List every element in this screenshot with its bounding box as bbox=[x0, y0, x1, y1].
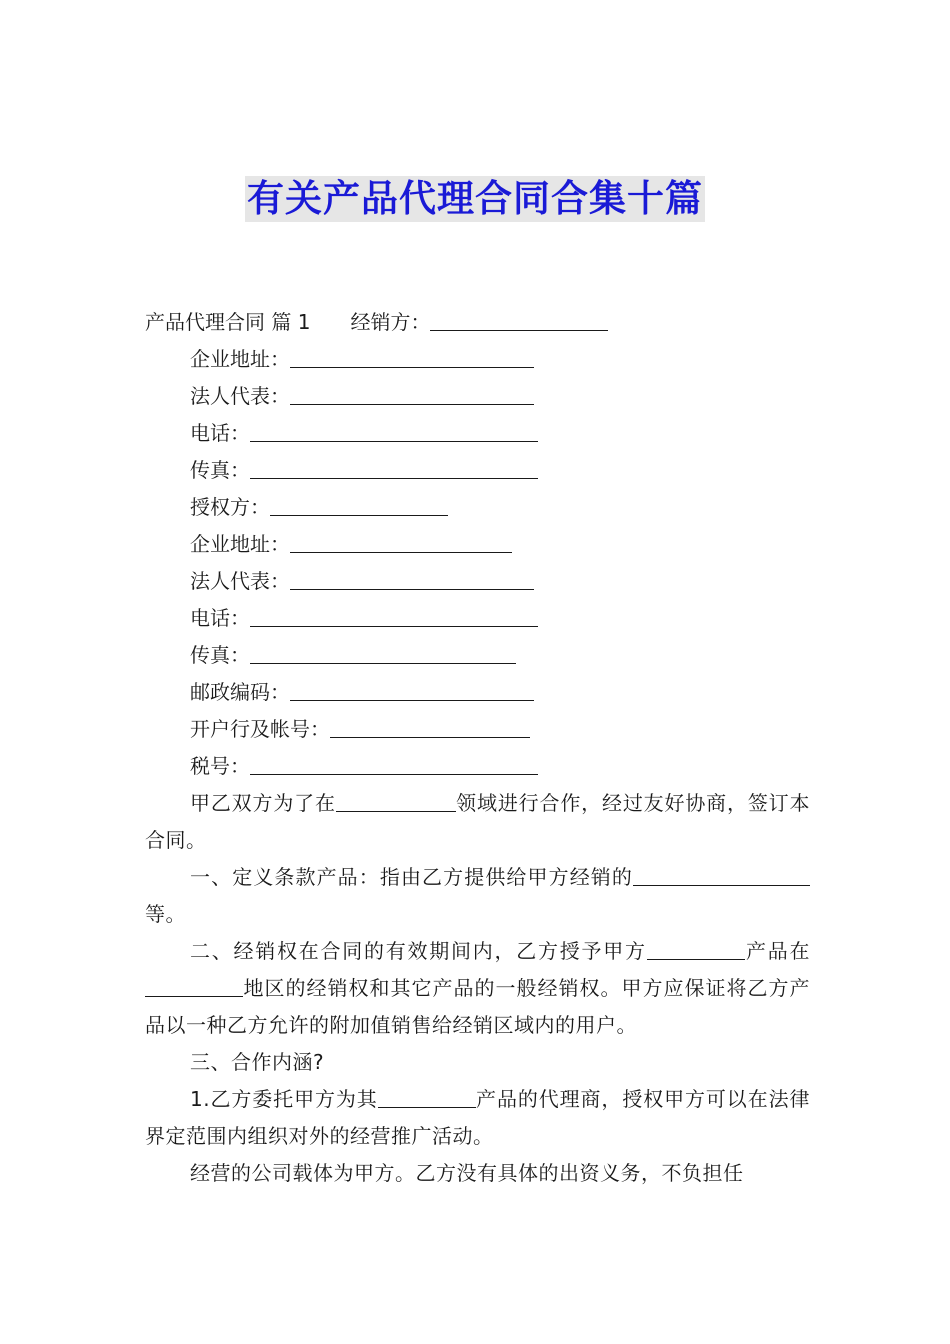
field-label: 电话： bbox=[190, 606, 250, 630]
form-field-row bbox=[145, 674, 810, 711]
field-label: 传真： bbox=[190, 458, 250, 482]
title-container bbox=[0, 176, 950, 222]
blank-line bbox=[250, 752, 538, 775]
field-label: 邮政编码： bbox=[190, 680, 290, 704]
paragraph-text: 三、合作内涵? bbox=[190, 1050, 325, 1074]
paragraph-text: 等。 bbox=[145, 902, 186, 926]
blank-line bbox=[250, 456, 538, 479]
field-label: 法人代表： bbox=[190, 569, 290, 593]
paragraph-3 bbox=[145, 933, 810, 1044]
form-field-row bbox=[145, 378, 810, 415]
paragraph-text: 经营的公司载体为甲方。乙方没有具体的出资义务，不负担任 bbox=[190, 1161, 744, 1185]
header-line bbox=[145, 304, 810, 341]
form-field-row bbox=[145, 341, 810, 378]
document-title: 有关产品代理合同合集十篇 bbox=[247, 177, 703, 220]
form-field-row bbox=[145, 452, 810, 489]
blank-line bbox=[290, 678, 534, 701]
blank-line bbox=[290, 567, 534, 590]
blank-line bbox=[336, 789, 456, 812]
paragraph-text: 一、定义条款产品：指由乙方提供给甲方经销的 bbox=[190, 865, 633, 889]
paragraph-1 bbox=[145, 785, 810, 859]
form-field-row bbox=[145, 526, 810, 563]
blank-line bbox=[290, 345, 534, 368]
blank-line bbox=[290, 530, 512, 553]
paragraph-text: 地区的经销权和其它产品的一般经销权。甲方应保证将乙方产品以一种乙方允许的附加值销售给经销区域内的用户。 bbox=[145, 976, 810, 1037]
form-field-row bbox=[145, 563, 810, 600]
paragraph-2 bbox=[145, 859, 810, 933]
field-label: 税号： bbox=[190, 754, 250, 778]
paragraph-text: 领域进行合作，经过友好协商，签订本合同。 bbox=[145, 791, 811, 852]
blank-line bbox=[378, 1085, 476, 1108]
paragraph-5 bbox=[145, 1081, 810, 1155]
field-label: 电话： bbox=[190, 421, 250, 445]
blank-line bbox=[290, 382, 534, 405]
blank-line bbox=[647, 937, 745, 960]
blank-line bbox=[633, 863, 778, 886]
form-field-row bbox=[145, 711, 810, 748]
field-label: 企业地址： bbox=[190, 532, 290, 556]
paragraph-text: 产品在 bbox=[744, 939, 810, 963]
form-field-row bbox=[145, 748, 810, 785]
blank-line bbox=[430, 308, 608, 331]
blank-line bbox=[145, 974, 243, 997]
section-heading: 产品代理合同 篇 1 bbox=[145, 310, 311, 334]
blank-line bbox=[270, 493, 448, 516]
paragraph-text: 二、经销权在合同的有效期间内，乙方授予甲方 bbox=[190, 939, 647, 963]
paragraph-4 bbox=[145, 1044, 810, 1081]
form-field-row bbox=[145, 600, 810, 637]
blank-line bbox=[250, 419, 538, 442]
field-label: 企业地址： bbox=[190, 347, 290, 371]
paragraph-6 bbox=[145, 1155, 810, 1192]
document-body bbox=[145, 304, 810, 1192]
blank-line bbox=[778, 863, 810, 886]
blank-line bbox=[330, 715, 530, 738]
blank-line bbox=[250, 641, 516, 664]
blank-line bbox=[250, 604, 538, 627]
paragraph-text: 甲乙双方为了在 bbox=[190, 791, 336, 815]
party-label-distributor: 经销方： bbox=[350, 310, 431, 334]
paragraph-text: 产品的代理商，授权甲方可以在法律界定范围内组织对外的经营推广活动。 bbox=[145, 1087, 810, 1148]
form-field-row bbox=[145, 415, 810, 452]
paragraph-text: 1.乙方委托甲方为其 bbox=[190, 1087, 378, 1111]
field-label: 授权方： bbox=[190, 495, 270, 519]
field-label: 开户行及帐号： bbox=[190, 717, 330, 741]
field-label: 传真： bbox=[190, 643, 250, 667]
form-field-row bbox=[145, 637, 810, 674]
form-field-row bbox=[145, 489, 810, 526]
field-list bbox=[145, 341, 810, 785]
field-label: 法人代表： bbox=[190, 384, 290, 408]
